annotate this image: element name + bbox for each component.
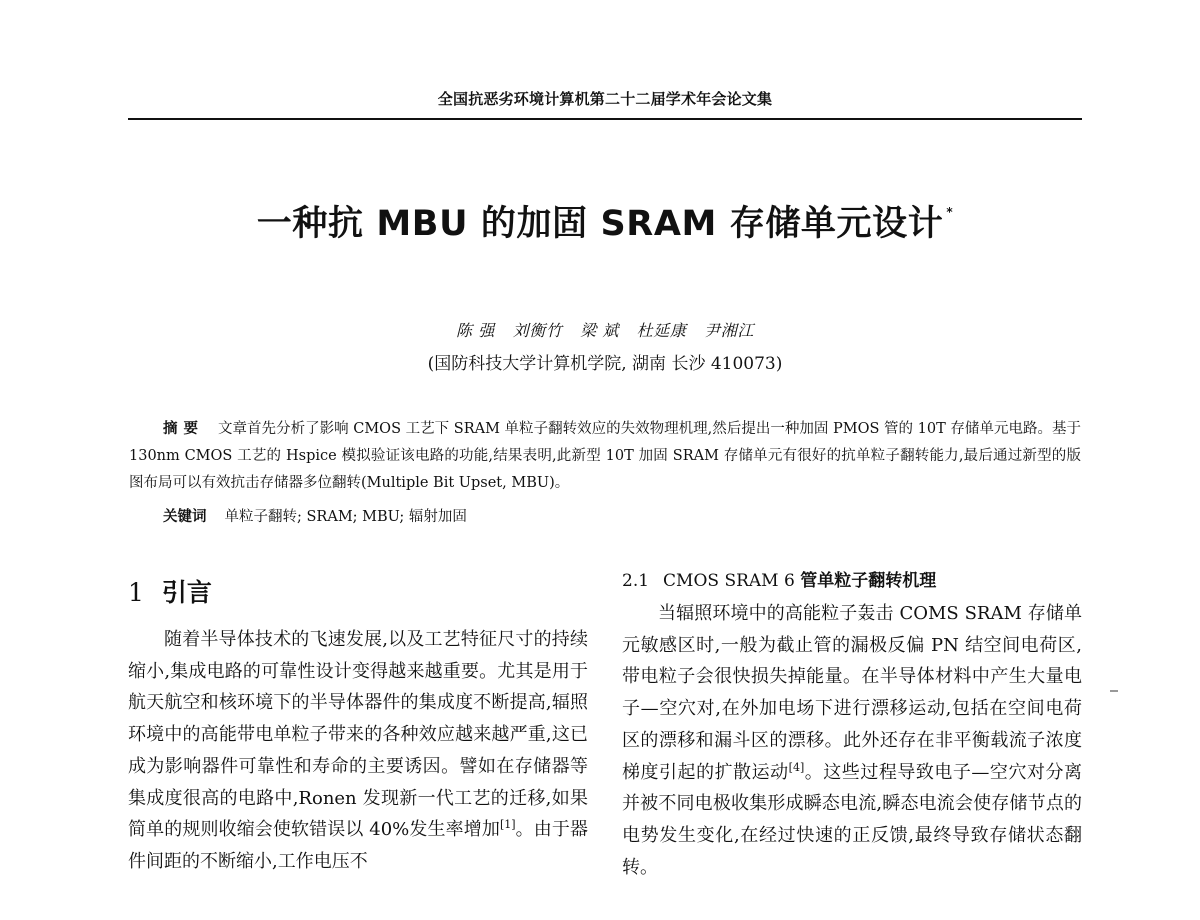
author-name: 尹湘江: [704, 321, 754, 340]
title-footnote-mark: *: [946, 205, 954, 220]
keywords-label: 关键词: [163, 509, 207, 525]
introduction-paragraph: [128, 624, 588, 878]
citation: [1]: [499, 818, 516, 832]
keywords-text: 单粒子翻转; SRAM; MBU; 辐射加固: [224, 509, 467, 525]
subsection-title-suffix: 管单粒子翻转机理: [800, 571, 937, 591]
paragraph-text: 。由于器件间距的不断缩小,工作电压不: [128, 819, 589, 872]
section-number: 1: [128, 578, 144, 607]
left-column: [128, 568, 588, 878]
abstract: [129, 416, 1081, 497]
running-header: 全国抗恶劣环境计算机第二十二届学术年会论文集: [437, 90, 773, 108]
right-column: [622, 568, 1082, 883]
section-title: 引言: [161, 578, 212, 607]
author-name: 杜延康: [636, 321, 687, 340]
paragraph-text: 。这些过程导致电子—空穴对分离并被不同电极收集形成瞬态电流,瞬态电流会使存储节点的电势发生变化,在经过快速的正反馈,最终导致存储状态翻转。: [622, 761, 1083, 878]
section-heading-introduction: [128, 568, 588, 618]
author-name: 梁 斌: [580, 321, 619, 340]
affiliation: (国防科技大学计算机学院, 湖南 长沙 410073): [427, 354, 783, 374]
abstract-text: 文章首先分析了影响 CMOS 工艺下 SRAM 单粒子翻转效应的失效物理机理,然后提出一种加固 PMOS 管的 10T 存储单元电路。基于 130nm CMOS 工艺的 Hspice 模拟验证该电路的功能,结果表明,此新型 10T 加固 SRAM 存储单元有很好的抗单粒子翻转能力,最后通过新型的版图布局可以有效抗击存储器多位翻转(Multiple Bit Upset, MBU)。: [129, 421, 1081, 491]
paper-title: [130, 204, 1080, 244]
author-name: 刘衡竹: [512, 321, 563, 340]
paragraph-text: 随着半导体技术的飞速发展,以及工艺特征尺寸的持续缩小,集成电路的可靠性设计变得越来越重要。尤其是用于航天航空和核环境下的半导体器件的集成度不断提高,辐照环境中的高能带电单粒子带来的各种效应越来越严重,这已成为影响器件可靠性和寿命的主要诱因。譬如在存储器等集成度很高的电路中,Ronen 发现新一代工艺的迁移,如果简单的规则收缩会使软错误以 40%发生率增加: [128, 629, 588, 841]
header-rule: [128, 118, 1082, 120]
mechanism-paragraph: [622, 598, 1082, 883]
abstract-label: 摘要: [163, 421, 205, 437]
scan-artifact-mark: [1110, 690, 1118, 692]
subsection-title-prefix: CMOS SRAM 6: [663, 571, 795, 591]
citation: [4]: [788, 760, 805, 774]
subsection-number: 2.1: [622, 571, 650, 591]
paper-title-text: 一种抗 MBU 的加固 SRAM 存储单元设计: [256, 204, 944, 244]
subsection-heading-2-1: [622, 568, 1082, 594]
keywords: [163, 505, 1081, 529]
author-list: [130, 318, 1080, 341]
author-name: 陈 强: [456, 321, 495, 340]
paragraph-text: 当辐照环境中的高能粒子轰击 COMS SRAM 存储单元敏感区时,一般为截止管的漏极反偏 PN 结空间电荷区,带电粒子会很快损失掉能量。在半导体材料中产生大量电子—空穴对,在外加电场下进行漂移运动,包括在空间电荷区的漂移和漏斗区的漂移。此外还存在非平衡载流子浓度梯度引起的扩散运动: [622, 603, 1082, 783]
